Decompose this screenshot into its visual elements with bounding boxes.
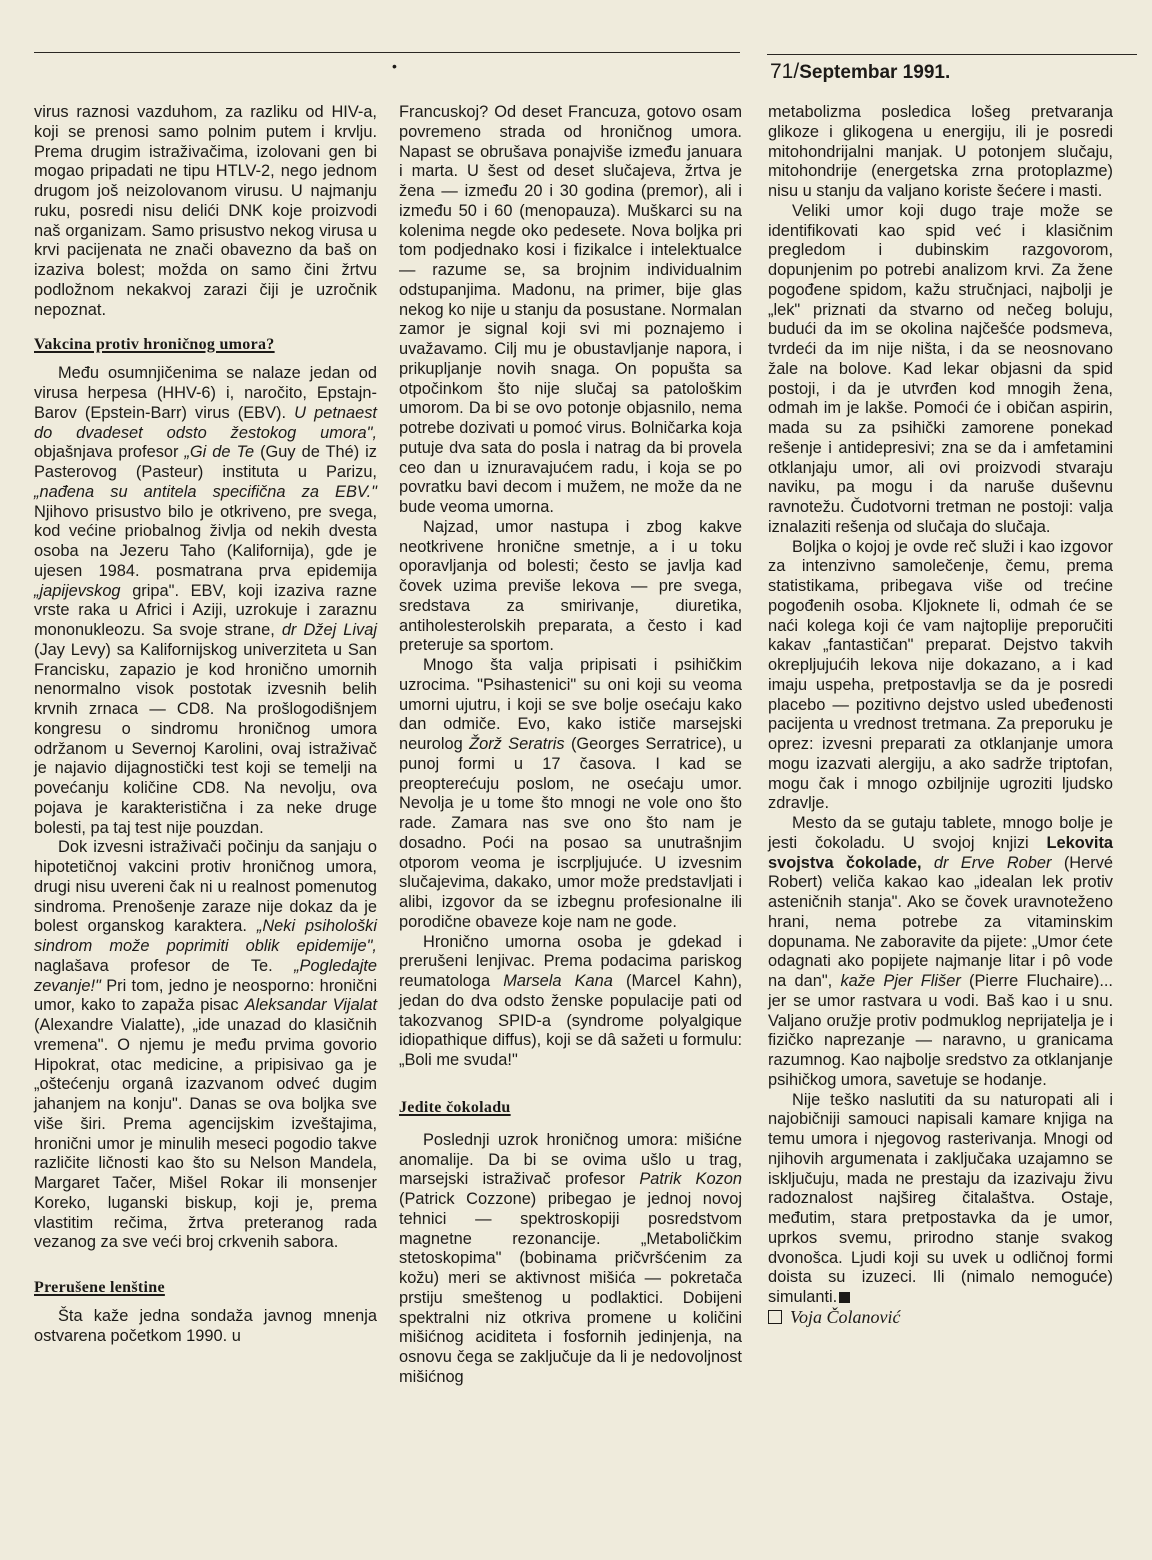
paragraph: Šta kaže jedna sondaža javnog mnenja ostvarena početkom 1990. u <box>34 1307 377 1345</box>
paragraph: Mnogo šta valja pripisati i psihičkim uzrocima. "Psihastenici" su oni koji su veoma umorni ujutru, i koji se sve bolje osećaju kako dan odmiče. Evo, kako ističe marsejski neurolog Žorž Seratris (Georges Serratrice), u punoj formi u 17 časova. I kad se preopterećuju poslom, ne osećaju umor. Nevolja je u tome što mnogi ne vole ono što rade. Zamara nas sve ono što nam je dosadno. Poći na posao sa unutrašnjim otporom veoma je iscrpljujuće. U izvesnim slučajevima, dakako, umor može predstavljati i alibi, izgovor da se izbegnu profesionalne ili porodične obaveze koje nam ne gode. <box>399 656 743 931</box>
paragraph: Dok izvesni istraživači počinju da sanjaju o hipotetičnoj vakcini protiv hroničnog umora, drugi nisu uvereni čak ni u realnost pomenutog sindroma. Prenošenje zaraze nije dokaz da je bolest organskog karaktera. „Neki psihološki sindrom može poprimiti oblik epidemije", naglašava profesor de Te. „Pogledajte zevanje!" Pri tom, jedno je neosporno: hronični umor, kako to zapaža pisac Aleksandar Vijalat (Alexandre Vialatte), „ide unazad do klasičnih vremena". O njemu je među prvima govorio Hipokrat, otac medicine, a pripisivao ga je „oštećenju organâ izazvanom odveć dugim jahanjem na konju". Danas se ova boljka sve više širi. Prema agencijskim izveštajima, hronični umor je minulih meseci pogodio takve različite ličnosti kao što su Nelson Mandela, Margaret Tačer, Mišel Rokar ili monsenjer Koreko, luganski biskup, koji je, prema vlastitim rečima, žrtva preteranog rada vezanog za sve veći broj crkvenih sabora. <box>34 838 377 1252</box>
header-dot: • <box>392 58 397 74</box>
subheading-prerusene: Prerušene lenštine <box>34 1279 165 1296</box>
paragraph: metabolizma posledica lošeg pretvaranja glikoze i glikogena u energiju, ili je posredi mitohondrijalni manjak. U potonjem slučaju, mitohondrije (energetska zrna protoplazme) nisu u stanju da valjano koriste šećere i masti. <box>768 103 1113 200</box>
author-signature: Voja Čolanović <box>768 1308 1113 1328</box>
paragraph: Poslednji uzrok hroničnog umora: mišićne anomalije. Da bi se ovima ušlo u trag, marsejski istraživač profesor Patrik Kozon (Patrick Cozzone) pribegao je jednoj novoj tehnici — spektroskopiji posredstvom magnetne rezonancije. „Metaboličkim stetoskopima" (bobinama pričvršćenim za kožu) meri se aktivnost mišića — pokretača prstiju smeštenog u podlaktici. Dobijeni spektralni niz otkriva promene u količini mišićnog aciditeta i fosfornih jedinjenja, na osnovu čega se zaključuje da li je nedovoljnost mišićnog <box>399 1130 742 1386</box>
header-rule-right <box>767 54 1137 55</box>
paragraph: Najzad, umor nastupa i zbog kakve neotkrivene hronične smetnje, a i u toku oporavljanja od bolesti; često se javlja kad čovek uzima previše lekova — pre svega, sredstava za smirivanje, diuretika, antiholesterolskih preparata, a često i kad preteruje sa sportom. <box>399 517 742 655</box>
paragraph: Francuskoj? Od deset Francuza, gotovo osam povremeno strada od hroničnog umora. Napast se obrušava ponajviše između januara i marta. U šest od deset slučajeva, žrtva je žena — između 20 i 30 godina (premor), ali i između 50 i 60 (menopauza). Muškarci su na kolenima negde oko pedesete. Nova boljka pri tom podjednako kosi i fizikalce i intelektualce — razume se, sa brojnim individualnim odstupanjima. Madonu, na primer, bije glas nekog ko nije u stanju da posustane. Normalan zamor je signal koji svi mi poznajemo i uvažavamo. Cilj mu je obustavljanje napora, i prikupljanje novih snaga. On popušta sa otpočinkom što nije slučaj sa patološkim umorom. Da bi se ovo potonje objasnilo, nema potrebe dozivati u pomoć virus. Bolničarka koja putuje dva sata do posla i natrag da bi provela ceo dan u iznuravajućem radu, i koja se po povratku bavi decom i mužem, ne može da ne bude veoma umorna. <box>399 103 742 516</box>
header-rule-left <box>34 52 740 53</box>
paragraph: Nije teško naslutiti da su naturopati ali i najobičniji samouci napisali kamare knjiga na temu umora i njegovog rasterivanja. Mnogi od njihovih argumenata i zaključaka uzajamno se isključuju, mada ne prestaju da izazivaju živu radoznalost najšireg čitalaštva. Ostaje, međutim, stara pretpostavka da je umor, uprkos svemu, prirodno stanje svakog dvonošca. Ljudi koji su uvek u odličnoj formi doista su izuzeci. Ili (nimalo nemoguće) simulanti. <box>768 1090 1113 1306</box>
square-bullet-icon <box>768 1310 782 1324</box>
paragraph: Među osumnjičenima se nalaze jedan od virusa herpesa (HHV-6) i, naročito, Epstajn-Barov (Epstein-Barr) virus (EBV). U petnaest do dvadeset odsto žestokog umora", objašnjava profesor „Gi de Te (Guy de Thé) iz Pasterovog (Pasteur) instituta u Parizu, „nađena su antitela specifična za EBV." Njihovo prisustvo bilo je otkriveno, pre svega, kod većine priobalnog življa od nekih dvesta osoba na Jezeru Taho (Kalifornija), gde je ujesen 1984. posmatrana prva epidemija „japijevskog gripa". EBV, koji izaziva razne vrste raka u Africi i Aziji, uzrokuje i zaraznu mononukleozu. Sa svoje strane, dr Džej Livaj (Jay Levy) sa Kalifornijskog univerziteta u San Francisku, zapazio je kod hronično umornih nenormalno visok postotak izvesnih belih krvnih zrnaca — CD8. Na prošlogodišnjem kongresu o sindromu hroničnog umora održanom u Severnoj Karolini, ovaj istraživač je najavio dijagnostički test koji se temelji na povećanju količine CD8. Na nevolju, ova pojava je karakteristična i za neke druge bolesti, pa taj test nije pouzdan. <box>34 364 378 837</box>
page-header <box>770 60 950 84</box>
column-1 <box>34 103 377 1347</box>
end-mark-icon <box>839 1292 850 1303</box>
column-2 <box>399 103 742 1388</box>
subheading-jedite: Jedite čokoladu <box>399 1098 511 1116</box>
page-number: 71/ <box>770 60 800 83</box>
issue-date: Septembar 1991. <box>799 62 951 83</box>
paragraph: Hronično umorna osoba je gdekad i prerušeni lenjivac. Prema podacima pariskog reumatologa Marsela Kana (Marcel Kahn), jedan do dva odsto ženske populacije pati od takozvanog SPID-a (syndrome polyalgique idiopathique diffus), koji se dâ sažeti u formulu: „Boli me svuda!" <box>399 932 742 1069</box>
paragraph: Boljka o kojoj je ovde reč služi i kao izgovor za intenzivno samolečenje, čemu, prema statistikama, pribegava više od trećine pogođenih osoba. Kljoknete li, odmah će se naći kolega koji će vam najtoplije preporučiti kakav „fantastičan" preparat. Dejstvo takvih okrepljujućih lekova nije dokazano, a i kad imaju uspeha, pretpostavlja se da je posredi placebo — pozitivno dejstvo usled ubeđenosti pacijenta u vrednost tretmana. Za preporuku je oprez: izvesni preparati za otklanjanje umora mogu izazvati alergiju, a ako sadrže triptofan, mogu čak i mnogo ozbiljnije ugroziti ljudsko zdravlje. <box>768 537 1113 813</box>
paragraph: virus raznosi vazduhom, za razliku od HIV-a, koji se prenosi samo polnim putem i krvlju. Prema drugim istraživačima, izolovani gen bi mogao pripadati ne tipu HTLV-2, nego jednom drugom još neizolovanom virusu. U najmanju ruku, posredi nisu delići DNK koje proizvodi naš organizam. Samo prisustvo nekog virusa u krvi pacijenata ne znači obavezno da baš on izaziva bolest; možda on samo čini žrtvu podložnom nekakvoj zarazi čiji je uzročnik nepoznat. <box>34 103 377 319</box>
column-3 <box>768 103 1113 1328</box>
paragraph: Mesto da se gutaju tablete, mnogo bolje je jesti čokoladu. U svojoj knjizi Lekovita svojstva čokolade, dr Erve Rober (Hervé Robert) veliča kakao kao „idealan lek protiv asteničnih stanja". Ako se čovek uravnoteženo hrani, nema potrebe za vitaminskim dopunama. Ne zaboravite da pijete: „Umor ćete odagnati ako popijete najmanje litar i pô vode na dan", kaže Pjer Flišer (Pierre Fluchaire)... jer se umor rastvara u vodi. Baš kao i u snu. Valjano oružje protiv podmuklog neprijatelja je i fizičko naprezanje — naravno, u granicama razumnog. Kao najbolje sredstvo za otklanjanje psihičkog umora, savetuje se hodanje. <box>768 814 1114 1089</box>
paragraph: Veliki umor koji dugo traje može se identifikovati kao spid već i klasičnim pregledom i dubinskim razgovorom, dopunjenim po potrebi analizom krvi. Za žene pogođene spidom, kažu stručnjaci, najbolji je „lek" priznati da stvarno od nečeg boluju, budući da im se okolina najčešće podsmeva, tvrdeći da im nije ništa, i da se neosnovano žale na bolove. Kad lekar objasni da spid postoji, i da je utvrđen kod mnogih žena, odmah im je lakše. Pomoći će i običan aspirin, mada su za psihički zamorene ponekad rešenje i antidepresivi; zna se da i amfetamini otklanjaju umor, ali ovi proizvodi stvaraju naviku, pa mogu i da naruše duševnu ravnotežu. Čudotvorni tretman ne postoji: valja iznalaziti rešenja od slučaja do slučaja. <box>768 201 1113 536</box>
subheading-vakcina: Vakcina protiv hroničnog umora? <box>34 336 275 354</box>
